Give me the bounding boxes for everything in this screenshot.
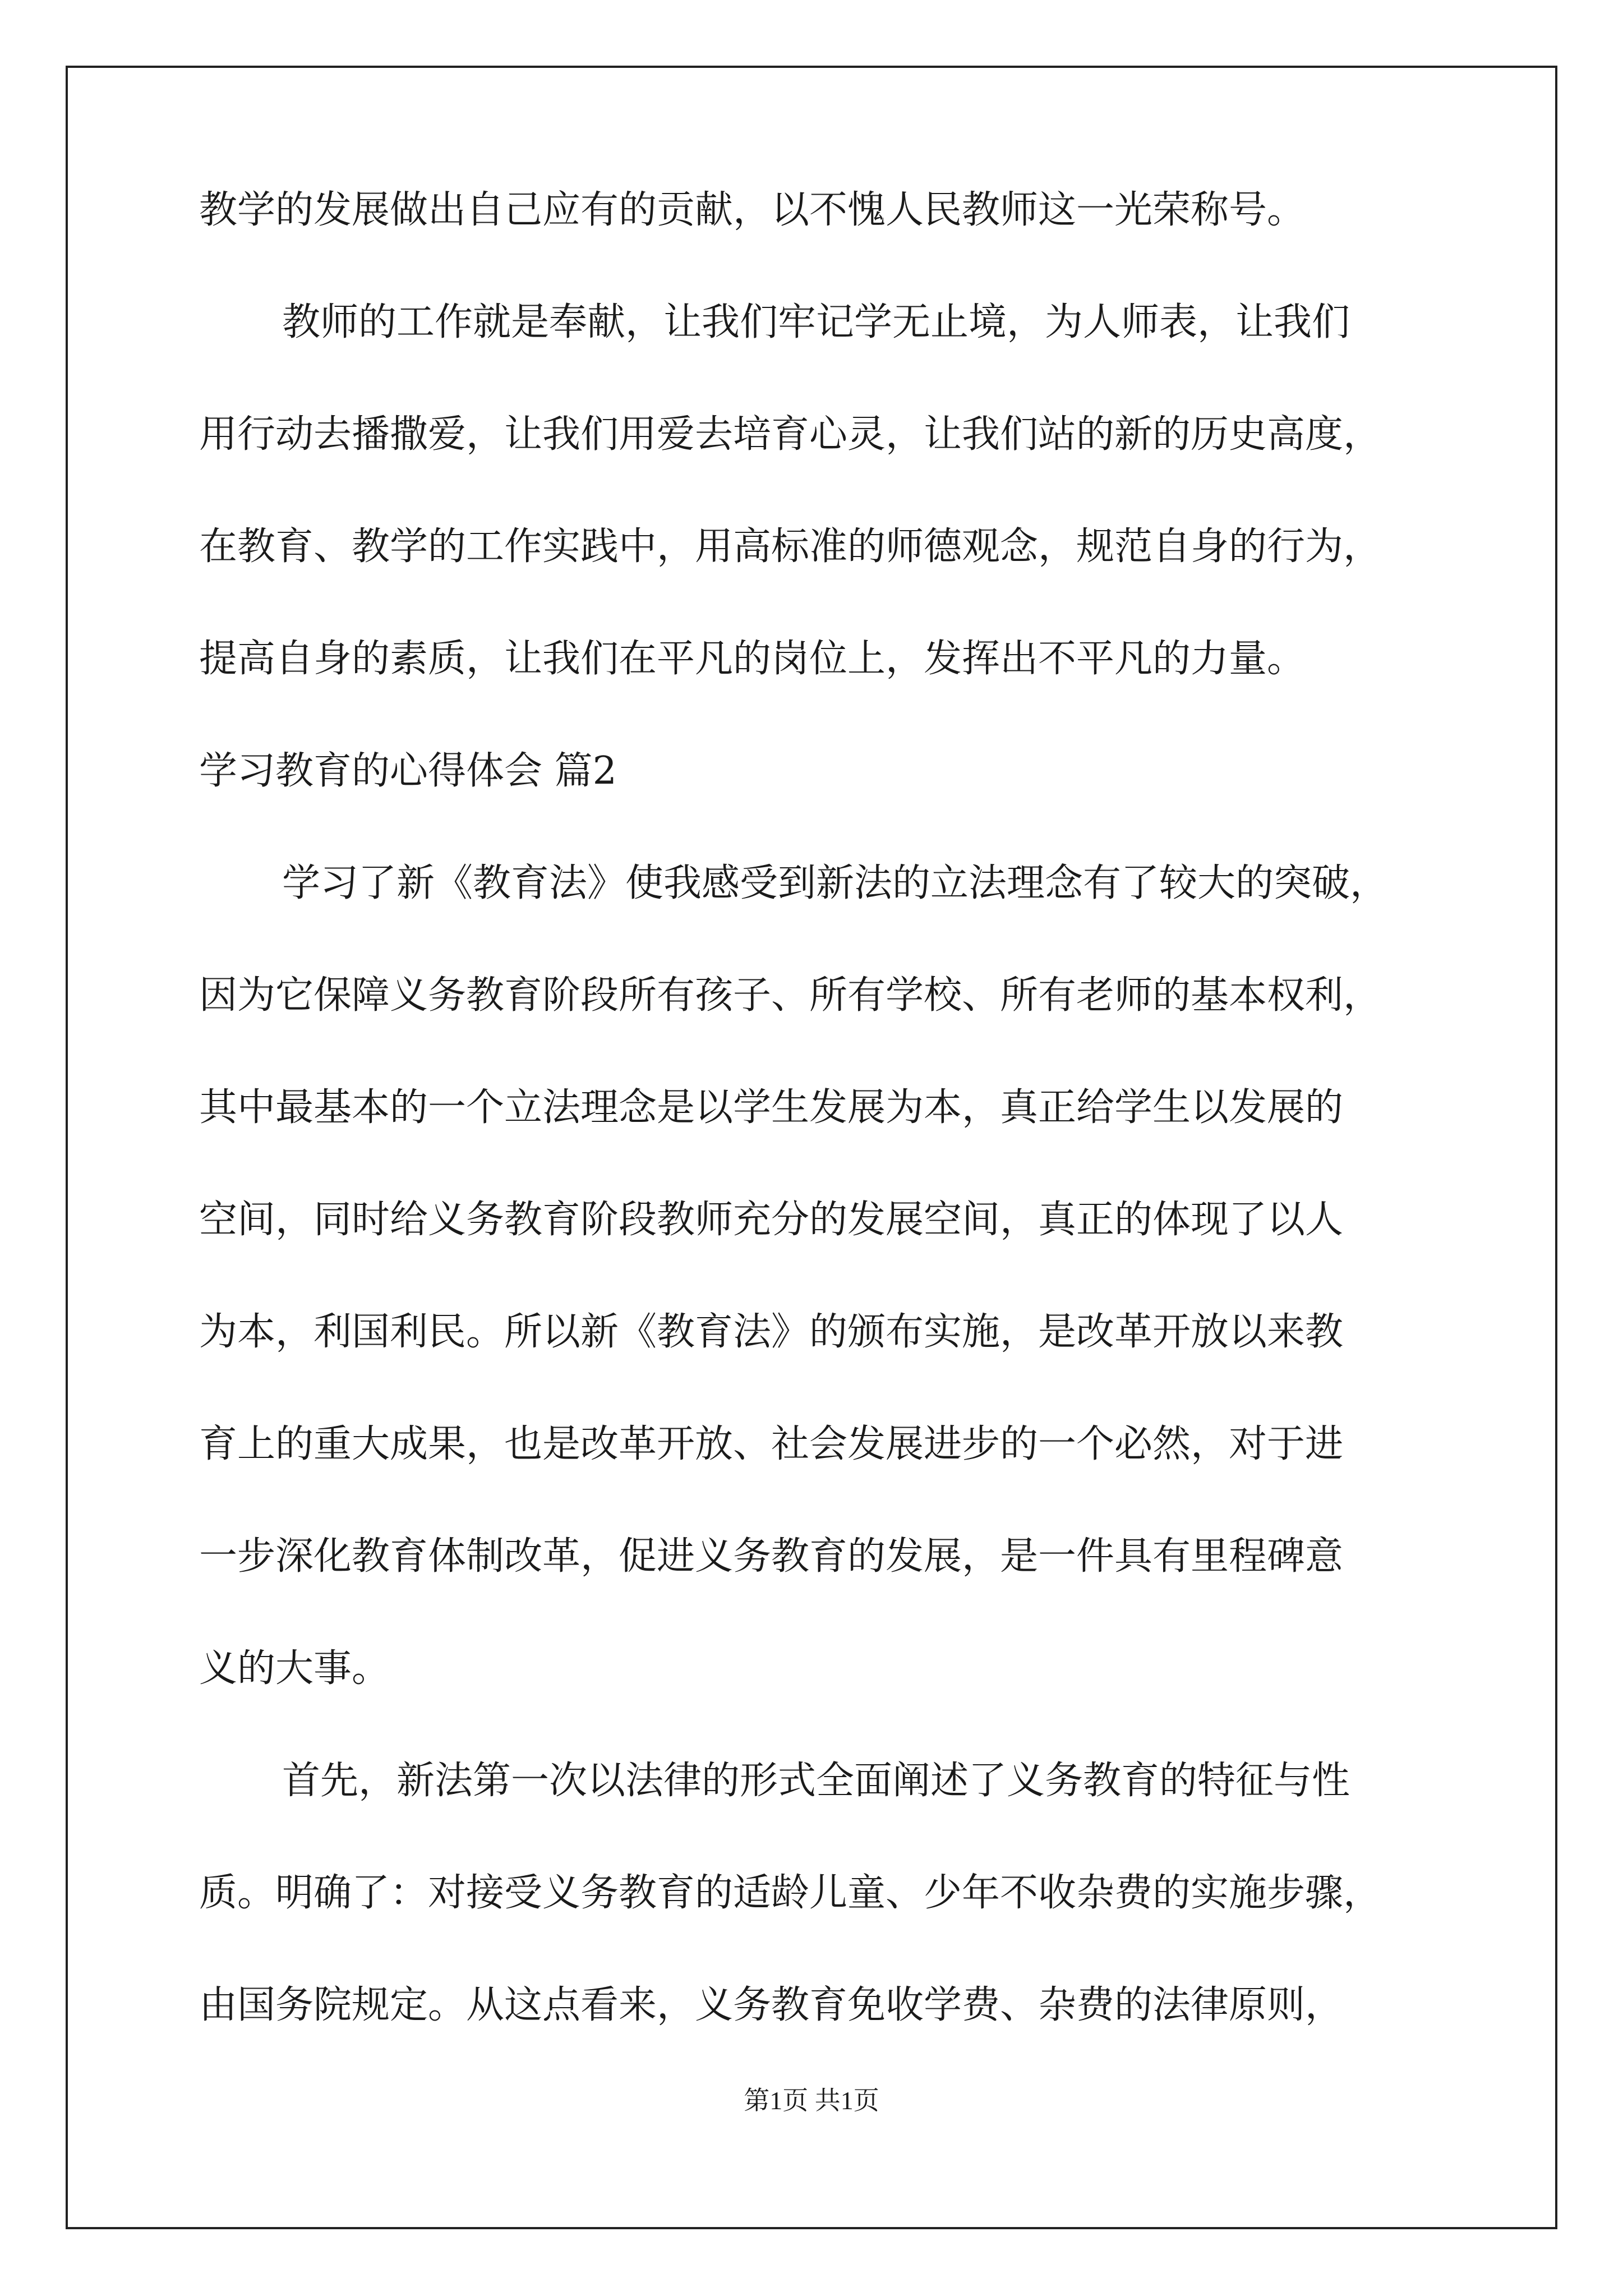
paragraph-line: 质。明确了：对接受义务教育的适龄儿童、少年不收杂费的实施步骤， — [199, 1871, 1382, 1915]
paragraph-line: 教师的工作就是奉献，让我们牢记学无止境，为人师表，让我们 — [282, 300, 1350, 344]
paragraph-line: 义的大事。 — [199, 1646, 390, 1691]
paragraph-line: 首先，新法第一次以法律的形式全面阐述了义务教育的特征与性 — [282, 1759, 1350, 1803]
section-heading: 学习教育的心得体会 篇2 — [199, 749, 617, 793]
paragraph-line: 为本，利国利民。所以新《教育法》的颁布实施，是改革开放以来教 — [199, 1310, 1344, 1354]
paragraph-line: 学习了新《教育法》使我感受到新法的立法理念有了较大的突破， — [282, 861, 1389, 905]
paragraph-line: 在教育、教学的工作实践中，用高标准的师德观念，规范自身的行为， — [199, 524, 1382, 569]
paragraph-line: 教学的发展做出自己应有的贡献，以不愧人民教师这一光荣称号。 — [199, 188, 1306, 232]
paragraph-line: 因为它保障义务教育阶段所有孩子、所有学校、所有老师的基本权利， — [199, 973, 1382, 1018]
paragraph-line: 由国务院规定。从这点看来，义务教育免收学费、杂费的法律原则， — [199, 1983, 1344, 2027]
page-footer: 第1页 共1页 — [744, 2086, 879, 2115]
paragraph-line: 育上的重大成果，也是改革开放、社会发展进步的一个必然，对于进 — [199, 1422, 1344, 1466]
paragraph-line: 其中最基本的一个立法理念是以学生发展为本，真正给学生以发展的 — [199, 1085, 1344, 1130]
paragraph-line: 用行动去播撒爱，让我们用爱去培育心灵，让我们站的新的历史高度， — [199, 412, 1382, 457]
paragraph-line: 提高自身的素质，让我们在平凡的岗位上，发挥出不平凡的力量。 — [199, 637, 1306, 681]
paragraph-line: 一步深化教育体制改革，促进义务教育的发展，是一件具有里程碑意 — [199, 1534, 1344, 1579]
paragraph-line: 空间，同时给义务教育阶段教师充分的发展空间，真正的体现了以人 — [199, 1198, 1344, 1242]
